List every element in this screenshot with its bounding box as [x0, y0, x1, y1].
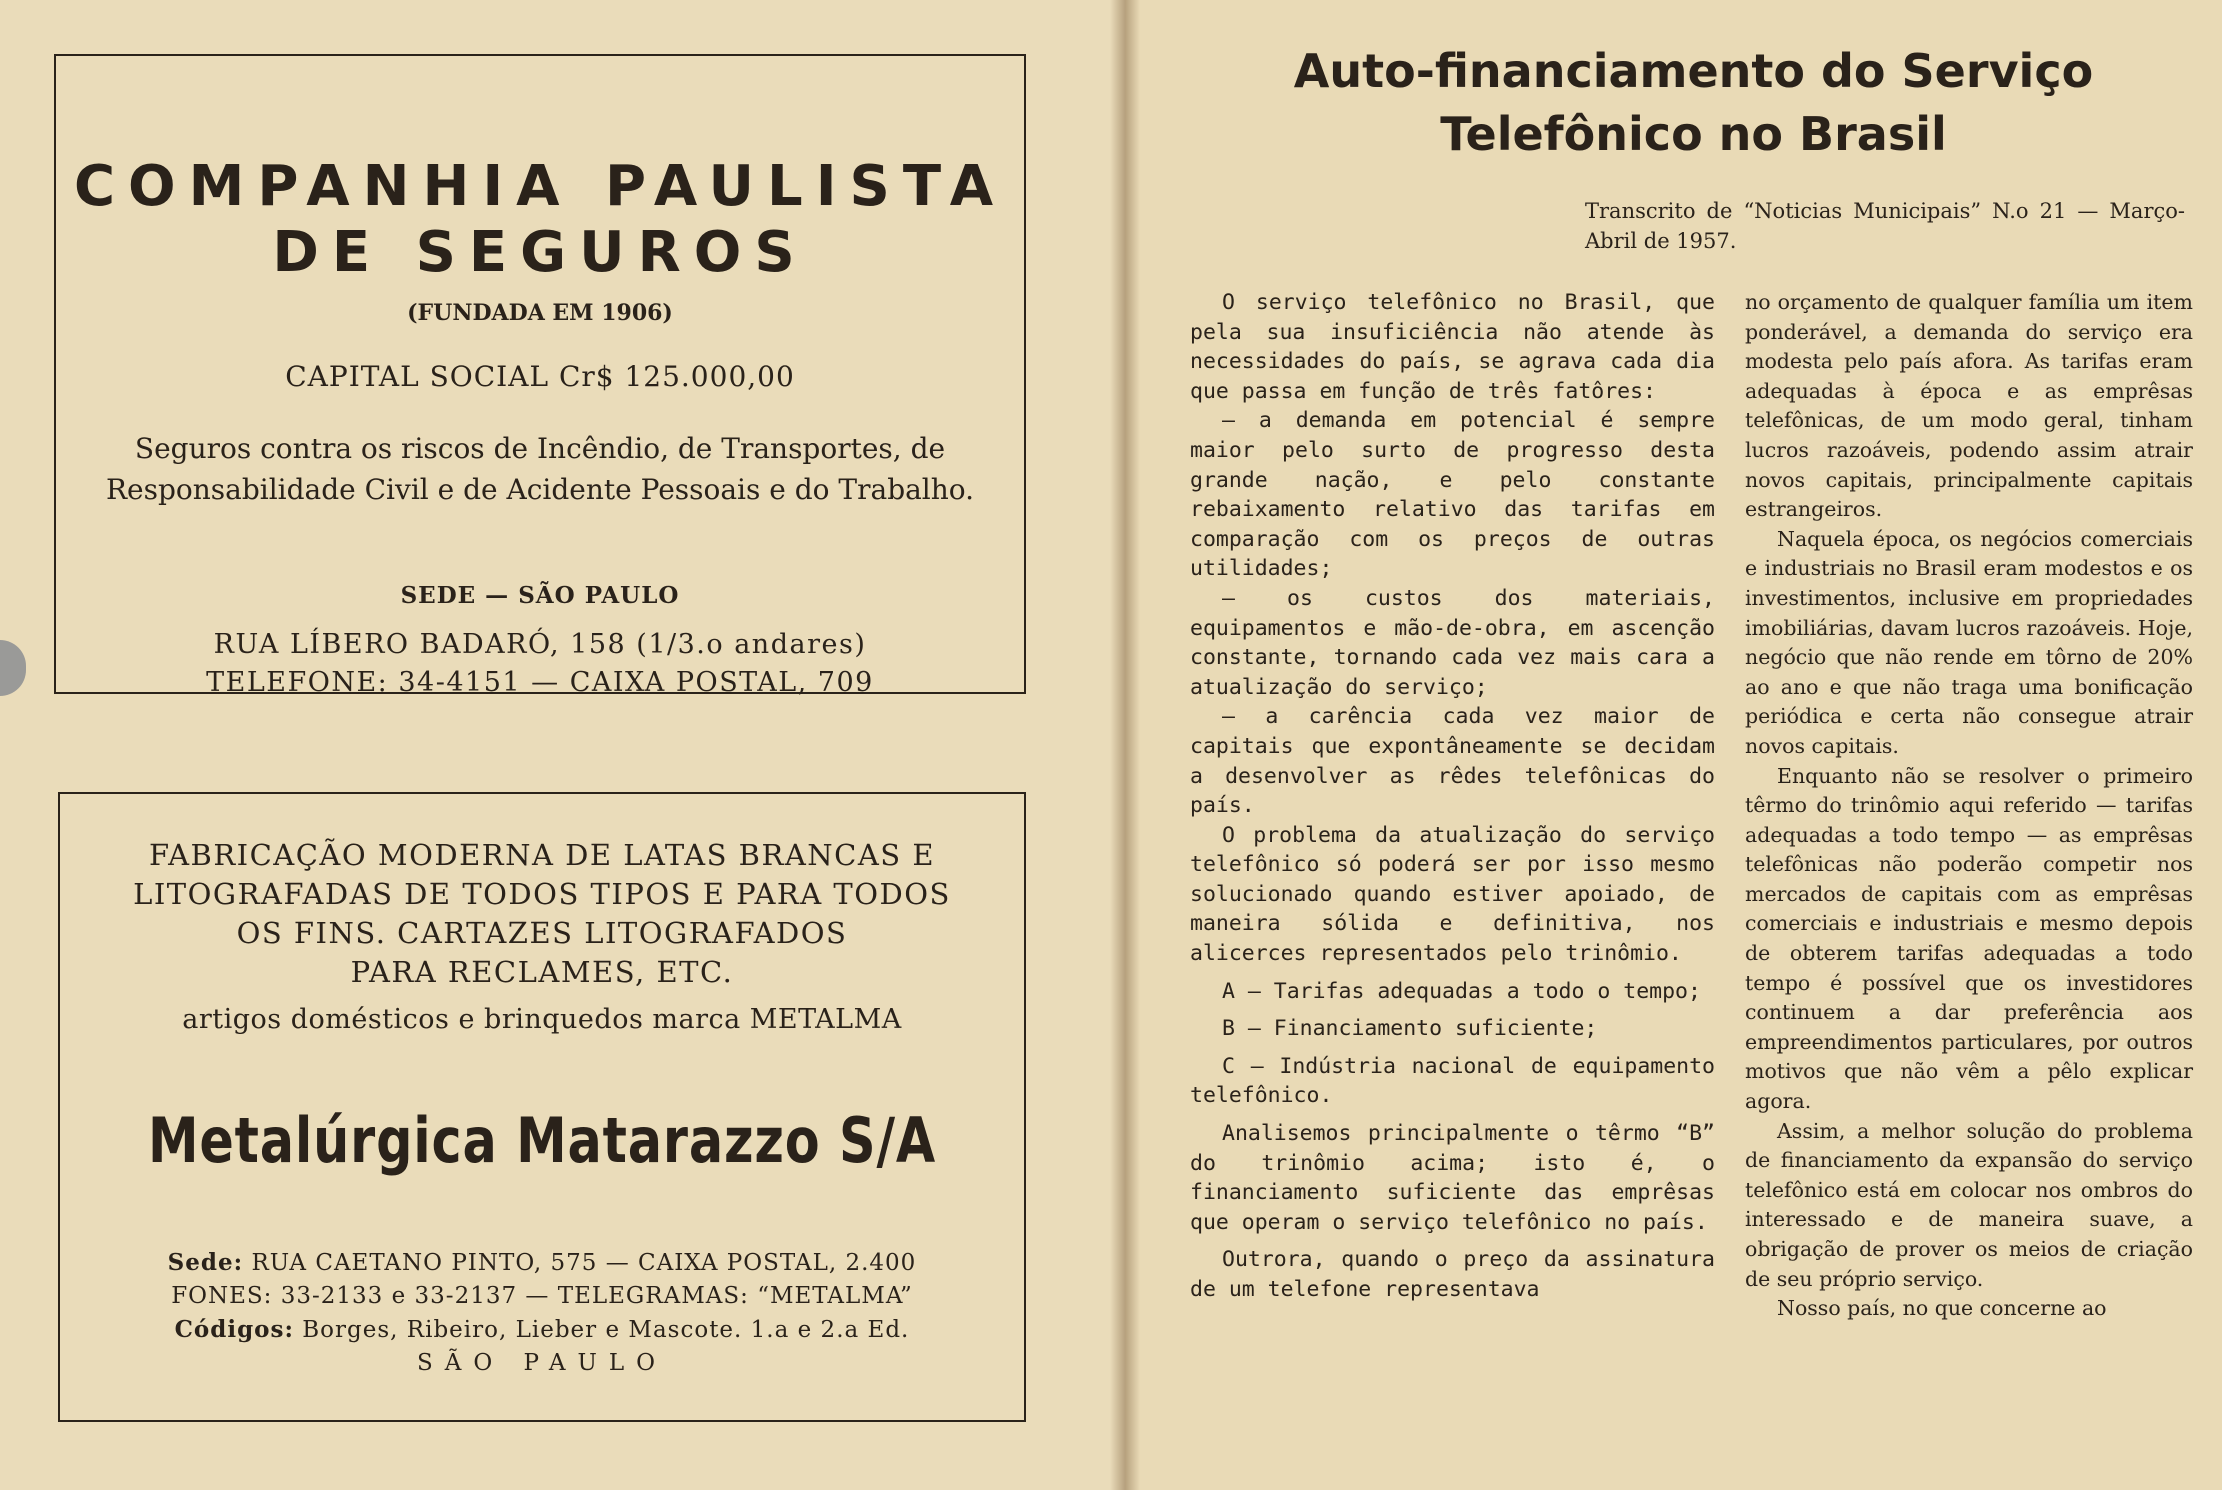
col1-item-a: A — Tarifas adequadas a todo o tempo; — [1222, 978, 1701, 1004]
article-column-2 — [1745, 288, 2193, 1324]
insurance-address-block — [56, 626, 1024, 702]
right-page — [1125, 0, 2222, 1490]
insurance-capital: CAPITAL SOCIAL Cr$ 125.000,00 — [285, 360, 795, 393]
metalworks-line3: OS FINS. CARTAZES LITOGRAFADOS — [236, 916, 848, 950]
col1-paragraph: O problema da atualização do serviço telefônico só poderá ser por isso mesmo solucionado quando estiver apoiado, de maneira sólida e definitiva, nos alicerces representados pelo trinômio. — [1190, 822, 1715, 967]
article-title-line1: Auto-financiamento do Serviço — [1293, 44, 2094, 98]
insurance-description: Seguros contra os riscos de Incêndio, de Transportes, de Responsabilidade Civil e de Acidente Pessoais e do Trabalho. — [105, 432, 975, 506]
col2-paragraph: no orçamento de qualquer família um item ponderável, a demanda do serviço era modesta pelo país afora. As tarifas eram adequadas à época e as emprêsas telefônicas, de um modo geral, tinham lucros razoáveis, podendo assim atrair novos capitais, principalmente capitais estrangeiros. — [1745, 290, 2193, 522]
book-gutter — [1110, 0, 1140, 1490]
insurance-sede: SEDE — SÃO PAULO — [400, 582, 680, 609]
metalworks-sede-value: RUA CAETANO PINTO, 575 — CAIXA POSTAL, 2.400 — [251, 1250, 917, 1276]
metalworks-contact — [90, 1246, 994, 1380]
col1-paragraph: O serviço telefônico no Brasil, que pela sua insuficiência não atende às necessidades do país, se agrava cada dia que passa em função de três fatôres: — [1190, 290, 1715, 404]
metalworks-city: SÃO PAULO — [416, 1350, 668, 1376]
metalworks-fones: FONES: 33-2133 e 33-2137 — TELEGRAMAS: “METALMA” — [171, 1283, 913, 1309]
article-title — [1185, 40, 2202, 166]
metalworks-codigos-label: Códigos: — [174, 1316, 294, 1343]
col1-item-b: B — Financiamento suficiente; — [1222, 1016, 1598, 1042]
metalworks-ad — [58, 792, 1026, 1422]
metalworks-sede-label: Sede: — [167, 1249, 244, 1276]
col1-paragraph: Analisemos principalmente o têrmo “B” do trinômio acima; isto é, o financiamento suficiente das emprêsas que operam o serviço telefônico no país. — [1190, 1121, 1715, 1235]
col2-paragraph: Enquanto não se resolver o primeiro têrmo do trinômio aqui referido — tarifas adequadas a todo tempo — as emprêsas telefônicas não poderão competir nos mercados de capitais com as emprêsas comerciais e industriais e mesmo depois de obterem tarifas adequadas a todo tempo é possível que os investidores continuem a dar preferência aos empreendimentos particulares, por outros motivos que não vêm a pêlo explicar agora. — [1745, 763, 2193, 1114]
metalworks-articles: artigos domésticos e brinquedos marca METALMA — [182, 1004, 902, 1035]
insurance-title-line1: COMPANHIA PAULISTA — [73, 154, 1007, 219]
metalworks-line2: LITOGRAFADAS DE TODOS TIPOS E PARA TODOS — [133, 877, 951, 911]
col1-paragraph: Outrora, quando o preço da assinatura de um telefone representava — [1190, 1247, 1715, 1302]
metalworks-headline — [80, 836, 1004, 992]
binder-clip — [0, 640, 26, 696]
insurance-phone: TELEFONE: 34-4151 — CAIXA POSTAL, 709 — [206, 667, 874, 698]
metalworks-brand: Metalúrgica Matarazzo S/A — [147, 1104, 937, 1177]
metalworks-codigos-line — [90, 1313, 994, 1347]
article-source: Transcrito de “Noticias Municipais” N.o 21 — Março-Abril de 1957. — [1585, 199, 2185, 253]
col2-paragraph: Naquela época, os negócios comerciais e industriais no Brasil eram modestos e os investimentos, inclusive em propriedades imobiliárias, davam lucros razoáveis. Hoje, negócio que não rende em tôrno de 20% ao ano e que não traga uma bonificação periódica e certa não consegue atrair novos capitais. — [1745, 526, 2193, 758]
metalworks-line1: FABRICAÇÃO MODERNA DE LATAS BRANCAS E — [148, 838, 936, 872]
col1-item-c: C — Indústria nacional de equipamento telefônico. — [1190, 1053, 1715, 1109]
insurance-address: RUA LÍBERO BADARÓ, 158 (1/3.o andares) — [213, 629, 867, 660]
col2-paragraph: Nosso país, no que concerne ao — [1777, 1296, 2107, 1321]
insurance-founded: (FUNDADA EM 1906) — [407, 300, 673, 326]
metalworks-codigos-value: Borges, Ribeiro, Lieber e Mascote. 1.a e 2.a Ed. — [302, 1317, 910, 1343]
col2-paragraph: Assim, a melhor solução do problema de financiamento da expansão do serviço telefônico está em colocar nos ombros do interessado e de maneira suave, a obrigação de prover os meios de criação de seu próprio serviço. — [1745, 1118, 2193, 1291]
article-column-1 — [1190, 288, 1715, 1305]
insurance-ad — [54, 54, 1026, 698]
insurance-title-line2: DE SEGUROS — [272, 220, 808, 285]
col1-paragraph: — os custos dos materiais, equipamentos e mão-de-obra, em ascenção constante, tornando cada vez mais cara a atualização do serviço; — [1190, 585, 1715, 700]
article-title-line2: Telefônico no Brasil — [1440, 107, 1947, 161]
metalworks-line4: PARA RECLAMES, ETC. — [350, 955, 734, 989]
metalworks-sede-line — [90, 1246, 994, 1280]
col1-paragraph: — a carência cada vez maior de capitais que expontâneamente se decidam a desenvolver as rêdes telefônicas do país. — [1190, 704, 1715, 819]
col1-paragraph: — a demanda em potencial é sempre maior pelo surto de progresso desta grande nação, e pelo constante rebaixamento relativo das tarifas em comparação com os preços de outras utilidades; — [1190, 408, 1715, 582]
